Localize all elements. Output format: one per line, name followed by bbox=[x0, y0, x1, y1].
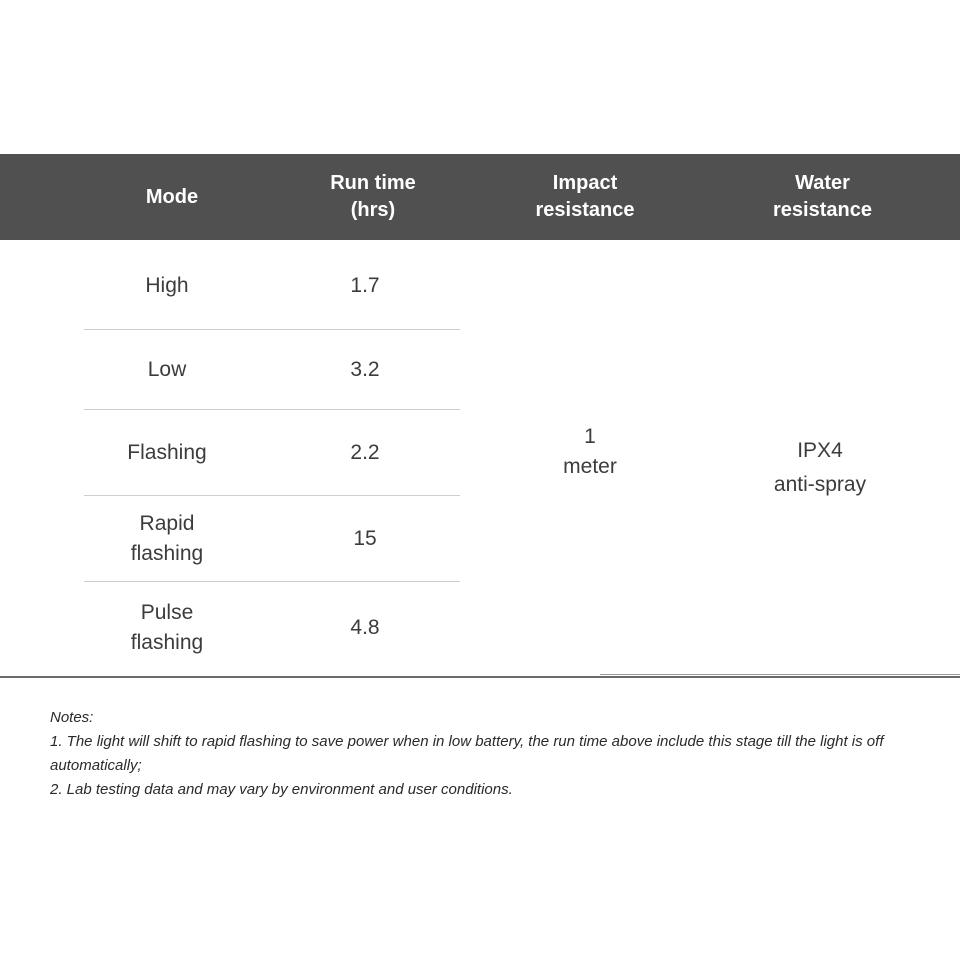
table-cell-mode: Low bbox=[147, 358, 187, 381]
table-cell-mode: Pulse flashing bbox=[130, 601, 204, 654]
row-divider bbox=[84, 495, 460, 496]
note-2: 2. Lab testing data and may vary by environment and user conditions. bbox=[50, 781, 513, 798]
notes-section bbox=[50, 706, 920, 802]
table-cell-run-time: 2.2 bbox=[350, 441, 380, 464]
table-bottom-rule bbox=[0, 676, 960, 678]
header-run-time: Run time (hrs) bbox=[330, 172, 416, 221]
table-cell-run-time: 4.8 bbox=[350, 616, 380, 639]
impact-resistance-value: 1 meter bbox=[563, 425, 617, 478]
table-cell-run-time: 15 bbox=[353, 527, 377, 550]
table-cell-mode: Flashing bbox=[127, 441, 207, 464]
header-mode: Mode bbox=[145, 185, 199, 208]
header-water-resistance: Water resistance bbox=[773, 172, 872, 221]
header-impact-resistance: Impact resistance bbox=[535, 172, 635, 221]
table-cell-mode: Rapid flashing bbox=[130, 512, 204, 565]
water-resistance-value: IPX4 anti-spray bbox=[773, 439, 867, 496]
row-divider bbox=[84, 329, 460, 330]
notes-title: Notes: bbox=[50, 709, 94, 726]
note-1: 1. The light will shift to rapid flashing to save power when in low battery, the run time above include this stage till the light is off automatically; bbox=[50, 733, 884, 774]
table-cell-mode: High bbox=[145, 274, 189, 297]
table-cell-run-time: 1.7 bbox=[350, 274, 380, 297]
row-divider bbox=[84, 409, 460, 410]
row-divider bbox=[84, 581, 460, 582]
table-cell-run-time: 3.2 bbox=[350, 358, 380, 381]
table-bottom-rule-accent bbox=[600, 674, 960, 675]
